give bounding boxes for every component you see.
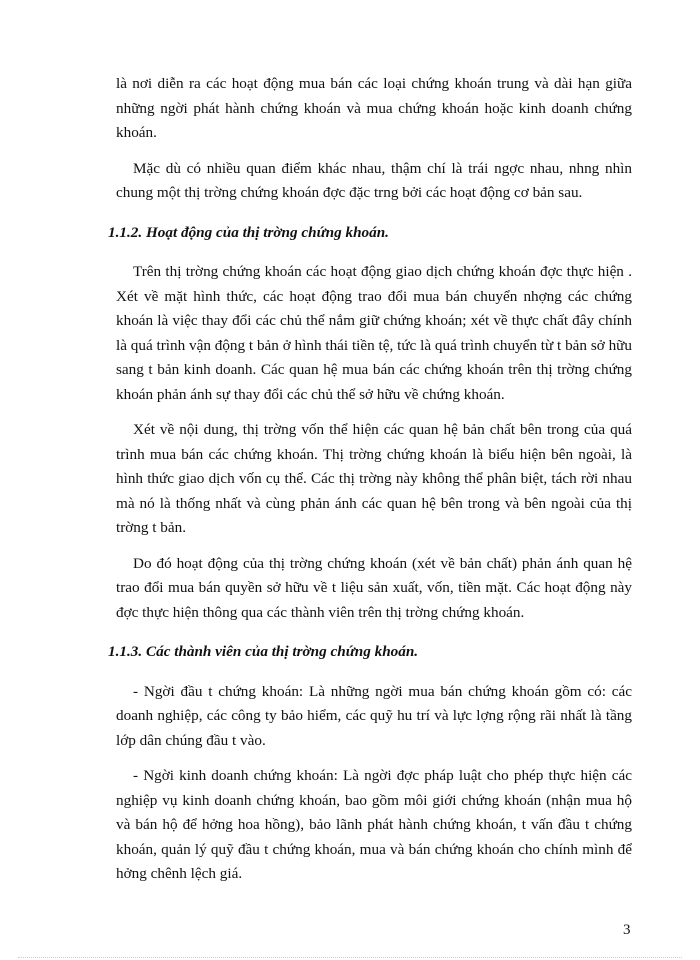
paragraph-3: Trên thị trờng chứng khoán các hoạt động giao dịch chứng khoán đợc thực hiện . Xét về mặt hình thức, các hoạt động trao đổi mua bán chuyển nhợng các chứng khoán là việc thay đổi các chủ thể nắm giữ chứng khoán; xét về thực chất đây chính là quá trình vận động t bản ở hình thái tiền tệ, tức là quá trình chuyển từ t bản sở hữu sang t bản kinh doanh. Các quan hệ mua bán các chứng khoán trên thị trờng chứng khoán phản ánh sự thay đổi các chủ thể sở hữu về chứng khoán. (116, 263, 632, 403)
list-item-broker: - Ngời kinh doanh chứng khoán: Là ngời đợc pháp luật cho phép thực hiện các nghiệp vụ kinh doanh chứng khoán, bao gồm môi giới chứng khoán (nhận mua hộ và bán hộ để hởng hoa hồng), bảo lãnh phát hành chứng khoán, t vấn đầu t chứng khoán, quản lý quỹ đầu t chứng khoán, mua và bán chứng khoán cho chính mình để hởng chênh lệch giá. (116, 767, 632, 882)
paragraph-4: Xét về nội dung, thị trờng vốn thể hiện các quan hệ bản chất bên trong của quá trình mua bán các chứng khoán. Thị trờng chứng khoán là biểu hiện bên ngoài, là hình thức giao dịch vốn cụ thể. Các thị trờng này không thể phân biệt, tách rời nhau mà nó là thống nhất và cùng phản ánh các quan hệ bên trong và bên ngoài của thị trờng t bản. (116, 421, 632, 536)
page-body (108, 72, 632, 898)
section-heading-1-1-3: 1.1.3. Các thành viên của thị trờng chứng khoán. (108, 643, 419, 660)
paragraph-2: Mặc dù có nhiều quan điểm khác nhau, thậm chí là trái ngợc nhau, nhng nhìn chung một thị trờng chứng khoán đợc đặc trng bởi các hoạt động cơ bản sau. (116, 159, 632, 201)
list-item-investor: - Ngời đầu t chứng khoán: Là những ngời mua bán chứng khoán gồm có: các doanh nghiệp, các công ty bảo hiểm, các quỹ hu trí và lực lợng rộng rãi nhất là tầng lớp dân chúng đầu t vào. (116, 682, 632, 749)
footer-divider (18, 957, 682, 958)
paragraph-5: Do đó hoạt động của thị trờng chứng khoán (xét về bản chất) phản ánh quan hệ trao đổi mua bán quyền sở hữu về t liệu sản xuất, vốn, tiền mặt. Các hoạt động này đợc thực hiện thông qua các thành viên trên thị trờng chứng khoán. (116, 554, 632, 621)
paragraph-1: là nơi diễn ra các hoạt động mua bán các loại chứng khoán trung và dài hạn giữa những ngời phát hành chứng khoán và mua chứng khoán hoặc kinh doanh chứng khoán. (116, 75, 632, 141)
section-heading-1-1-2: 1.1.2. Hoạt động của thị trờng chứng khoán. (108, 223, 389, 241)
page-number: 3 (623, 922, 631, 938)
